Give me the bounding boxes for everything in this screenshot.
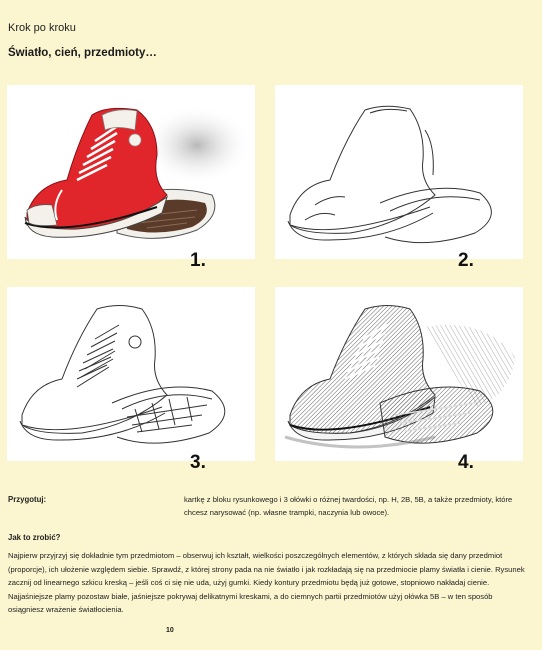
step-1-number: 1. (190, 250, 206, 271)
step-2-image (275, 85, 523, 259)
step-4-image (275, 287, 523, 461)
instructions-label: Jak to zrobić? (8, 533, 61, 542)
preparation-text: kartkę z bloku rysunkowego i 3 ołówki o różnej twardości, np. H, 2B, 5B, a także przedmioty, które chcesz narysować (np. własne trampki, naczynia lub owoce). (184, 495, 513, 517)
preparation-label: Przygotuj: (8, 495, 47, 504)
page-title: Światło, cień, przedmioty… (8, 47, 157, 59)
step-2-number: 2. (458, 250, 474, 271)
page-number: 10 (166, 627, 174, 634)
step-1-image (7, 85, 255, 259)
step-3-number: 3. (190, 452, 206, 473)
section-label: Krok po kroku (8, 22, 76, 34)
step-4-number: 4. (458, 452, 474, 473)
instructions-text: Najpierw przyjrzyj się dokładnie tym przedmiotom – obserwuj ich kształt, wielkości poszczególnych elementów, z których składa się dany przedmiot (proporcje), ich ułożenie względem siebie. Sprawdź, z której strony pada na nie światło i jak rozkładają się na przedmiocie plamy światła i cienie. Rysunek zacznij od linearnego szkicu kreską – jeśli coś ci się nie uda, użyj gumki. Kiedy kontury przedmiotu będą już gotowe, stopniowo nakładaj cienie. Najjaśniejsze plamy pozostaw białe, jaśniejsze pokrywaj delikatnymi kreskami, a do ciemnych partii przedmiotów użyj ołówka 5B – w ten sposób osiągniesz wrażenie światłocienia. (8, 551, 525, 615)
step-3-image (7, 287, 255, 461)
